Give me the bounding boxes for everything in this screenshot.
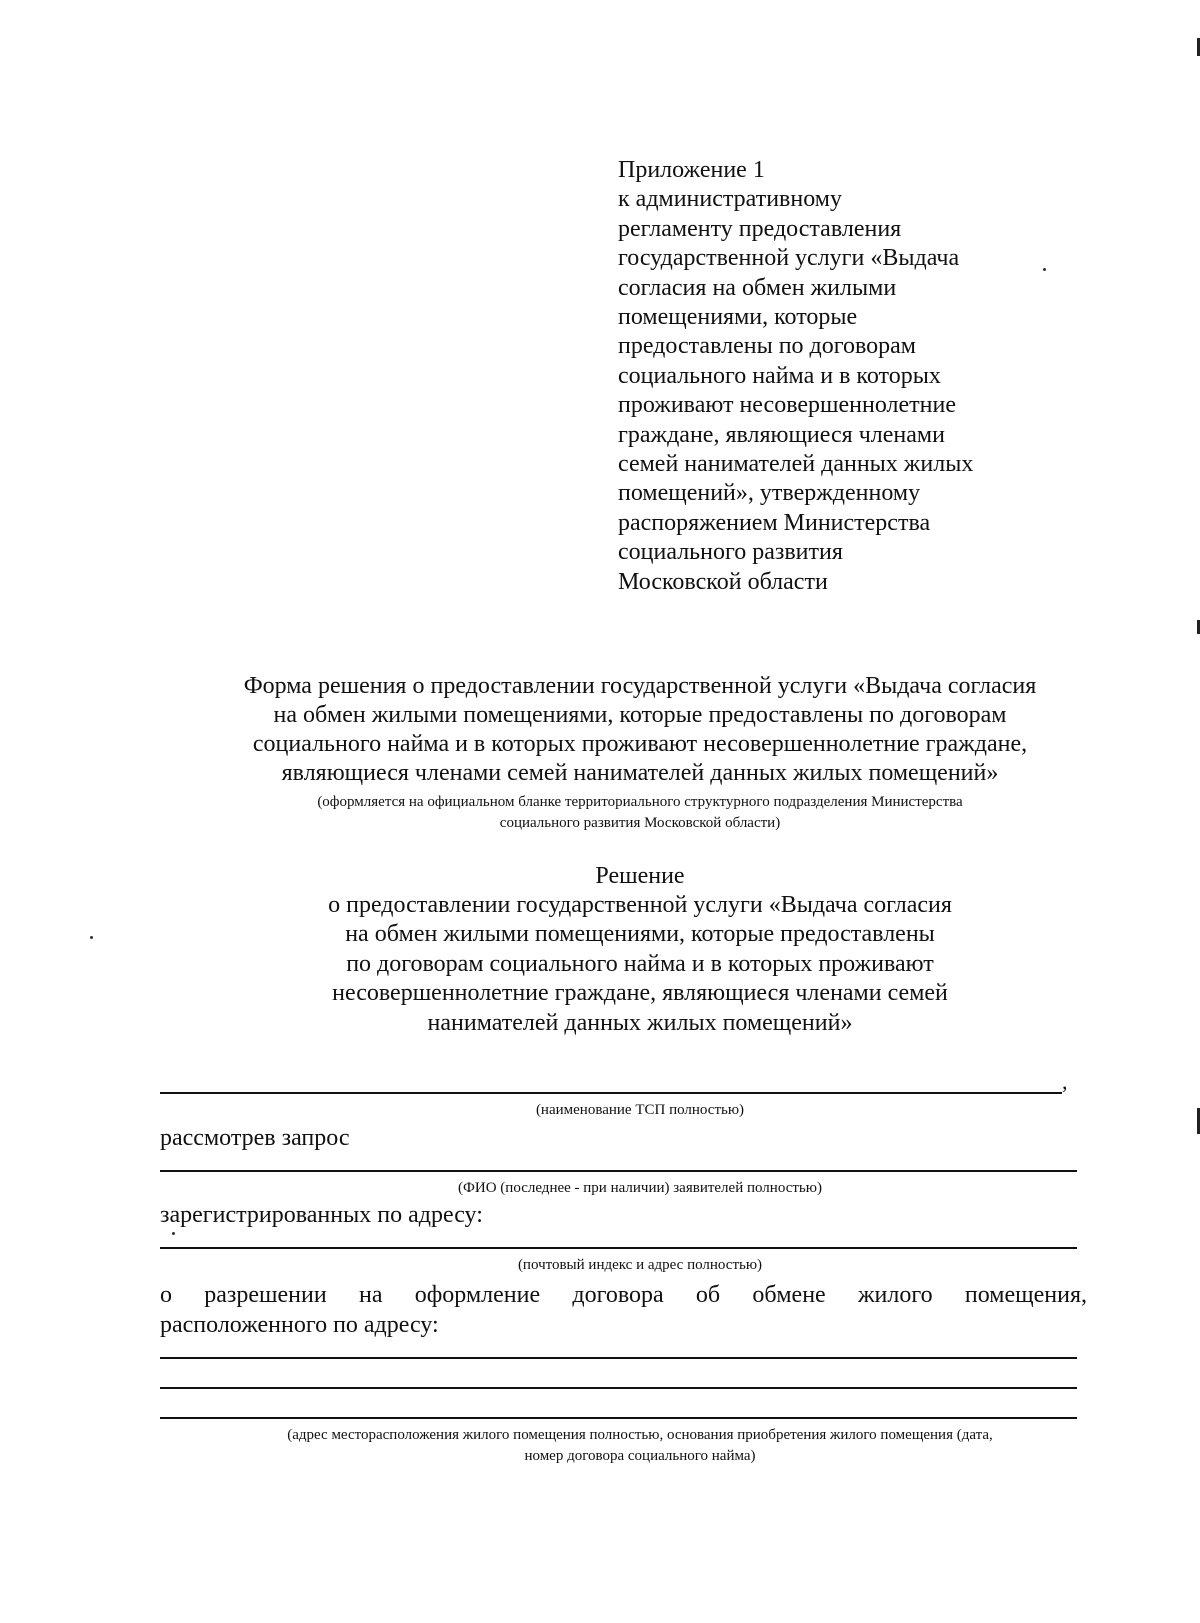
property-address-line (160, 1357, 1077, 1359)
permission-word: оформление (414, 1282, 541, 1308)
permission-word: об (695, 1282, 721, 1308)
form-note-line: социального развития Московской области) (499, 815, 781, 831)
scan-speck (90, 936, 93, 939)
appendix-line: семей нанимателей данных жилых (618, 451, 974, 478)
property-address-line (160, 1417, 1077, 1419)
form-title-line: Форма решения о предоставлении государственной услуги «Выдача согласия (243, 673, 1037, 699)
permission-word: договора (572, 1282, 664, 1308)
scan-speck (1043, 268, 1046, 271)
appendix-line: государственной услуги «Выдача (618, 245, 960, 272)
permission-word: на (358, 1282, 383, 1308)
appendix-line: регламенту предоставления (618, 215, 902, 242)
property-caption-line: номер договора социального найма) (524, 1448, 756, 1464)
appendix-line: социального развития (618, 539, 843, 566)
decision-line: нанимателей данных жилых помещений» (427, 1009, 853, 1036)
appendix-line: проживают несовершеннолетние (618, 392, 956, 419)
address-caption: (почтовый индекс и адрес полностью) (517, 1257, 763, 1273)
tsp-name-line (160, 1092, 1062, 1094)
form-title-line: являющиеся членами семей нанимателей данных жилых помещений» (281, 760, 999, 786)
appendix-line: к административному (618, 186, 842, 213)
decision-heading: Решение (595, 863, 685, 889)
appendix-line: предоставлены по договорам (618, 333, 916, 360)
scan-speck (172, 1232, 175, 1235)
property-caption-line: (адрес месторасположения жилого помещения полностью, основания приобретения жилого помещения (дата, (287, 1427, 993, 1443)
appendix-line: граждане, являющиеся членами (618, 421, 945, 448)
permission-sentence (160, 1281, 1087, 1310)
permission-word: обмене (752, 1282, 826, 1308)
request-label: рассмотрев запрос (160, 1125, 350, 1151)
tsp-trailing-comma: , (1062, 1069, 1068, 1094)
appendix-line: социального найма и в которых (618, 362, 941, 389)
property-caption (160, 1425, 1120, 1467)
decision-line: по договорам социального найма и в которых проживают (346, 950, 934, 977)
permission-word: жилого (857, 1282, 933, 1308)
appendix-line: помещениями, которые (618, 304, 858, 331)
appendix-block (618, 156, 1038, 597)
appendix-line: Приложение 1 (618, 157, 765, 183)
decision-line: несовершеннолетние граждане, являющиеся членами семей (332, 980, 948, 1007)
appendix-line: помещений», утвержденному (618, 480, 921, 507)
decision-subject (160, 891, 1120, 1038)
applicant-line (160, 1170, 1077, 1172)
permission-word: о (160, 1282, 172, 1308)
form-title (160, 672, 1120, 788)
form-note-line: (оформляется на официальном бланке территориального структурного подразделения Министерства (317, 794, 963, 810)
registered-label: зарегистрированных по адресу: (160, 1202, 483, 1228)
applicant-caption: (ФИО (последнее - при наличии) заявителей полностью) (458, 1180, 822, 1196)
form-title-line: социального найма и в которых проживают несовершеннолетние граждане, (252, 731, 1028, 757)
registered-address-line (160, 1247, 1077, 1249)
form-note (160, 792, 1120, 834)
tsp-caption: (наименование ТСП полностью) (535, 1102, 745, 1118)
appendix-line: Московской области (618, 568, 828, 595)
appendix-line: согласия на обмен жилыми (618, 274, 897, 301)
located-label: расположенного по адресу: (160, 1312, 439, 1338)
form-title-line: на обмен жилыми помещениями, которые предоставлены по договорам (273, 702, 1007, 728)
decision-line: о предоставлении государственной услуги «Выдача согласия (328, 892, 952, 918)
permission-word: разрешении (204, 1282, 327, 1308)
permission-word: помещения, (964, 1282, 1087, 1308)
property-address-line (160, 1387, 1077, 1389)
appendix-line: распоряжением Министерства (618, 509, 931, 536)
decision-line: на обмен жилыми помещениями, которые предоставлены (345, 921, 935, 948)
